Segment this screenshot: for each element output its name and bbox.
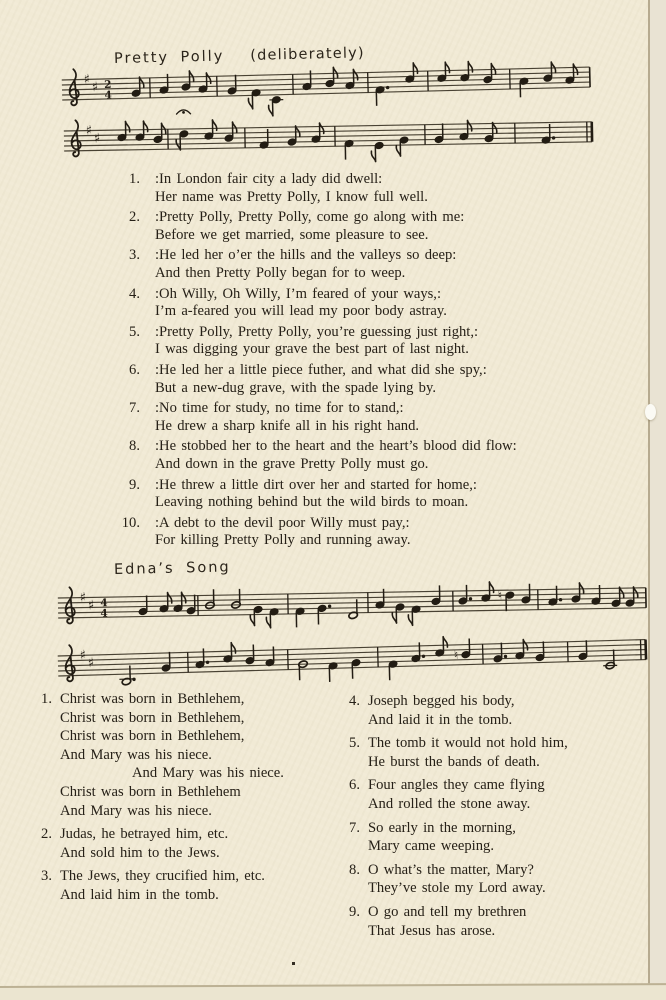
verse [338, 861, 568, 898]
verse-body [368, 734, 568, 771]
verse-line: And then Pretty Polly began for to weep. [155, 264, 406, 281]
verse-line: And Mary was his niece. [60, 802, 212, 819]
verse-body [60, 690, 284, 820]
verse-line: And laid it in the tomb. [368, 711, 513, 728]
verse-body [155, 324, 478, 359]
verse-line: For killing Pretty Polly and running away. [155, 532, 411, 549]
verse-number: 6. [349, 777, 360, 794]
staff-group [63, 103, 592, 167]
verse-line: Christ was born in Bethlehem [60, 783, 241, 800]
augmentation-dot [469, 597, 472, 600]
augmentation-dot [559, 598, 562, 601]
verse [94, 209, 517, 244]
verse-number: 8. [349, 861, 360, 878]
verse-line: :A debt to the devil poor Willy must pay,: [155, 514, 410, 531]
verse-line: :Oh Willy, Oh Willy, I’m feared of your ways,: [155, 285, 442, 302]
verse-number: 8. [129, 438, 140, 455]
verse-line: But a new-dug grave, with the spade lying by. [155, 379, 436, 396]
song1-tempo: (deliberately) [250, 45, 365, 64]
key-signature-sharp-icon: ♯ [83, 72, 91, 88]
verse-number: 1. [41, 691, 52, 707]
verse [338, 776, 568, 813]
verse [94, 515, 517, 550]
verse-body [155, 477, 477, 512]
key-signature-sharp-icon: ♯ [79, 648, 87, 664]
verse-body [155, 247, 456, 282]
verse [338, 819, 568, 856]
verse-number: 5. [129, 323, 140, 340]
verse-body [60, 867, 265, 904]
verse-body [368, 692, 515, 729]
verse-line: O go and tell my brethren [368, 903, 527, 920]
song1-staff-2 [58, 106, 608, 176]
key-signature-sharp-icon: ♯ [87, 655, 95, 672]
verse-number: 3. [129, 247, 140, 264]
verse-body [368, 819, 516, 856]
verse-number: 4. [349, 693, 360, 709]
verse-line: They’ve stole my Lord away. [368, 880, 546, 897]
verse-body [155, 209, 464, 244]
verse-line: :He threw a little dirt over her and started for home,: [155, 476, 477, 493]
verse-number: 6. [129, 361, 140, 378]
verse [338, 734, 568, 771]
verse-line: :Pretty Polly, Pretty Polly, come go along with me: [155, 209, 465, 226]
verse-line: :In London fair city a lady did dwell: [155, 171, 383, 187]
fermata-dot [182, 111, 185, 114]
time-signature-top: 2 [104, 78, 112, 91]
verse-line: That Jesus has arose. [368, 922, 496, 939]
verse [94, 362, 517, 397]
verse-line: O what’s the matter, Mary? [368, 861, 534, 878]
augmentation-dot [328, 605, 331, 608]
verse-line: Leaving nothing behind but the wild birds to moan. [155, 494, 469, 511]
verse-line: Judas, he betrayed him, etc. [60, 826, 229, 843]
verse-line: And rolled the stone away. [368, 795, 531, 812]
verse [94, 171, 517, 206]
verse-line: Christ was born in Bethlehem, [60, 691, 245, 707]
barline [483, 644, 484, 664]
final-barline [640, 640, 641, 660]
verse-body [155, 362, 487, 397]
natural-sign-icon: ♮ [453, 647, 459, 662]
verse-line: :He stobbed her to the heart and the heart’s blood did flow: [155, 438, 517, 455]
page-right-edge [648, 0, 666, 1000]
barline [188, 652, 189, 672]
verse-line: And Mary was his niece. [132, 765, 284, 782]
verse-number: 4. [129, 285, 140, 302]
verse-body [155, 400, 419, 435]
song1-title-text: Pretty Polly [113, 48, 225, 67]
verse-line: Christ was born in Bethlehem, [60, 728, 245, 745]
verse-line: And down in the grave Pretty Polly must go. [155, 455, 429, 472]
verse-line: And laid him in the tomb. [60, 886, 219, 903]
verse [94, 438, 517, 473]
song2-title-text: Edna’s Song [113, 559, 231, 578]
ink-speck-artifact [292, 962, 295, 965]
final-barline [645, 640, 646, 660]
verse-body [155, 515, 411, 550]
song2-verses-left-column [30, 690, 284, 910]
song2-verses-right-column [338, 692, 568, 945]
barline [378, 647, 379, 667]
verse-number: 9. [129, 476, 140, 493]
verse-line: And Mary was his niece. [60, 746, 212, 763]
page-edge-notch [645, 404, 656, 420]
augmentation-dot [504, 655, 507, 658]
verse-line: So early in the morning, [368, 819, 516, 836]
staff-line [64, 142, 592, 151]
verse-body [155, 286, 447, 321]
page-bottom-edge [0, 983, 666, 1000]
verse-body [60, 825, 228, 862]
verse [94, 477, 517, 512]
augmentation-dot [422, 655, 425, 658]
verse-line: The tomb it would not hold him, [368, 735, 568, 752]
verse-number: 7. [129, 400, 140, 417]
verse-body [155, 438, 517, 473]
augmentation-dot [206, 661, 209, 664]
verse [30, 867, 284, 904]
verse [30, 690, 284, 820]
staff-line [58, 640, 646, 656]
song1-verses [94, 171, 517, 553]
verse-line: Joseph begged his body, [368, 693, 515, 709]
verse-number: 2. [41, 826, 52, 843]
verse-number: 3. [41, 868, 52, 885]
natural-sign-icon: ♮ [497, 588, 503, 603]
verse-line: Her name was Pretty Polly, I know full well. [155, 188, 428, 205]
verse [30, 825, 284, 862]
staff-group [57, 629, 646, 689]
key-signature-sharp-icon: ♯ [91, 80, 99, 96]
verse-number: 10. [121, 514, 140, 531]
staff-group [58, 577, 647, 631]
time-signature-bottom: 4 [100, 607, 108, 620]
key-signature-sharp-icon: ♯ [85, 123, 93, 139]
augmentation-dot [132, 678, 135, 681]
verse-line: He burst the bands of death. [368, 753, 540, 770]
verse [94, 400, 517, 435]
key-signature-sharp-icon: ♯ [79, 590, 87, 606]
verse-line: :Pretty Polly, Pretty Polly, you’re guessing just right,: [155, 323, 479, 340]
verse-line: The Jews, they crucified him, etc. [60, 868, 265, 885]
verse-line: Before we get married, some pleasure to see. [155, 226, 429, 243]
time-signature-bottom: 4 [104, 89, 112, 102]
verse-line: :He led her a little piece futher, and what did she spy,: [155, 361, 487, 378]
verse [338, 903, 568, 940]
verse-body [368, 776, 545, 813]
verse [94, 286, 517, 321]
verse-body [155, 171, 428, 206]
verse-number: 5. [349, 735, 360, 752]
verse-line: He drew a sharp knife all in his right hand. [155, 417, 420, 434]
verse-line: :No time for study, no time for to stand,: [155, 400, 404, 417]
verse-body [368, 903, 526, 940]
augmentation-dot [552, 136, 555, 139]
verse-line: Mary came weeping. [368, 838, 494, 855]
verse-body [368, 861, 546, 898]
verse-line: I was digging your grave the best part of last night. [155, 341, 469, 358]
augmentation-dot [386, 86, 389, 89]
verse-number: 2. [129, 209, 140, 226]
key-signature-sharp-icon: ♯ [93, 131, 101, 147]
verse [338, 692, 568, 729]
verse-line: :He led her o’er the hills and the valleys so deep: [155, 247, 457, 264]
barline [288, 650, 289, 670]
verse [94, 247, 517, 282]
key-signature-sharp-icon: ♯ [87, 598, 95, 614]
staff-line [58, 645, 646, 664]
verse-number: 1. [129, 171, 140, 187]
barline [568, 642, 569, 662]
verse [94, 324, 517, 359]
verse-number: 9. [349, 903, 360, 920]
verse-number: 7. [349, 819, 360, 836]
verse-line: Four angles they came flying [368, 777, 545, 794]
verse-line: Christ was born in Bethlehem, [60, 709, 245, 726]
verse-line: I’m a-feared you will lead my poor body astray. [155, 303, 447, 320]
time-signature-top: 4 [100, 597, 108, 610]
verse-line: And sold him to the Jews. [60, 844, 220, 861]
